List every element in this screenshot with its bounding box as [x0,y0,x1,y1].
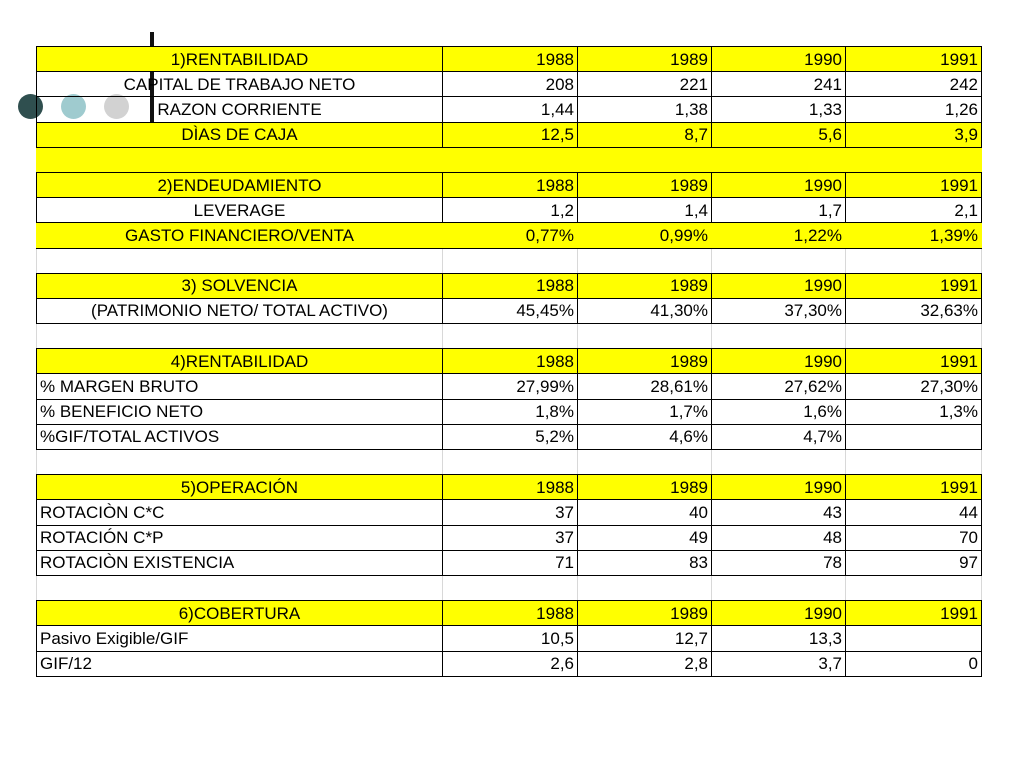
year-header: 1990 [712,349,846,374]
year-header: 1988 [443,47,578,72]
year-header: 1990 [712,47,846,72]
empty-cell [846,147,982,172]
empty-cell [37,324,443,349]
cell-value: 0,77% [443,223,578,248]
cell-value: 2,6 [443,651,578,676]
empty-cell [712,324,846,349]
row-label: DÌAS DE CAJA [37,122,443,147]
section-header-row [37,601,982,626]
year-header: 1990 [712,601,846,626]
row-label: GIF/12 [37,651,443,676]
cell-value: 28,61% [578,374,712,399]
year-header: 1991 [846,273,982,298]
table-row [37,223,982,248]
cell-value: 40 [578,500,712,525]
cell-value: 241 [712,72,846,97]
table-row [37,399,982,424]
financial-ratios-table [36,46,982,677]
row-label: ROTACIÒN EXISTENCIA [37,550,443,575]
empty-cell [712,450,846,475]
cell-value: 37 [443,525,578,550]
cell-value: 1,6% [712,399,846,424]
year-header: 1989 [578,475,712,500]
empty-cell [712,248,846,273]
spacer-row [37,248,982,273]
cell-value: 5,6 [712,122,846,147]
cell-value [846,424,982,449]
year-header: 1990 [712,273,846,298]
year-header: 1989 [578,601,712,626]
section-title: 1)RENTABILIDAD [37,47,443,72]
year-header: 1991 [846,475,982,500]
year-header: 1988 [443,172,578,197]
section-header-row [37,349,982,374]
spacer-row [37,147,982,172]
cell-value: 70 [846,525,982,550]
spacer-row [37,324,982,349]
row-label: %GIF/TOTAL ACTIVOS [37,424,443,449]
cell-value: 83 [578,550,712,575]
empty-cell [712,147,846,172]
year-header: 1989 [578,349,712,374]
cell-value: 32,63% [846,298,982,323]
table-row [37,626,982,651]
cell-value: 37 [443,500,578,525]
section-header-row [37,47,982,72]
row-label: LEVERAGE [37,198,443,223]
cell-value: 12,5 [443,122,578,147]
cell-value: 221 [578,72,712,97]
year-header: 1989 [578,47,712,72]
section-header-row [37,475,982,500]
empty-cell [37,248,443,273]
row-label: % BENEFICIO NETO [37,399,443,424]
empty-cell [846,248,982,273]
cell-value: 1,7 [712,198,846,223]
year-header: 1988 [443,273,578,298]
year-header: 1988 [443,601,578,626]
cell-value: 27,30% [846,374,982,399]
spacer-row [37,575,982,600]
year-header: 1991 [846,172,982,197]
section-title: 2)ENDEUDAMIENTO [37,172,443,197]
cell-value: 1,38 [578,97,712,122]
table-row [37,198,982,223]
empty-cell [443,575,578,600]
cell-value: 10,5 [443,626,578,651]
year-header: 1989 [578,273,712,298]
section-header-row [37,172,982,197]
cell-value: 1,44 [443,97,578,122]
cell-value: 48 [712,525,846,550]
row-label: (PATRIMONIO NETO/ TOTAL ACTIVO) [37,298,443,323]
cell-value: 37,30% [712,298,846,323]
cell-value: 27,99% [443,374,578,399]
cell-value: 3,9 [846,122,982,147]
empty-cell [578,450,712,475]
row-label: CAPITAL DE TRABAJO NETO [37,72,443,97]
table-row [37,298,982,323]
empty-cell [37,575,443,600]
empty-cell [443,324,578,349]
table-row [37,97,982,122]
year-header: 1990 [712,172,846,197]
cell-value: 0 [846,651,982,676]
empty-cell [846,575,982,600]
cell-value: 1,33 [712,97,846,122]
cell-value: 1,39% [846,223,982,248]
cell-value: 12,7 [578,626,712,651]
cell-value [846,626,982,651]
empty-cell [443,248,578,273]
cell-value: 3,7 [712,651,846,676]
year-header: 1990 [712,475,846,500]
empty-cell [712,575,846,600]
cell-value: 43 [712,500,846,525]
table-row [37,122,982,147]
cell-value: 1,26 [846,97,982,122]
section-title: 5)OPERACIÓN [37,475,443,500]
cell-value: 1,2 [443,198,578,223]
empty-cell [578,248,712,273]
empty-cell [578,147,712,172]
cell-value: 4,6% [578,424,712,449]
cell-value: 2,1 [846,198,982,223]
cell-value: 208 [443,72,578,97]
cell-value: 27,62% [712,374,846,399]
row-label: RAZON CORRIENTE [37,97,443,122]
year-header: 1988 [443,475,578,500]
empty-cell [443,450,578,475]
section-title: 4)RENTABILIDAD [37,349,443,374]
spacer-row [37,450,982,475]
cell-value: 242 [846,72,982,97]
year-header: 1991 [846,601,982,626]
section-title: 6)COBERTURA [37,601,443,626]
cell-value: 78 [712,550,846,575]
section-header-row [37,273,982,298]
empty-cell [37,147,443,172]
empty-cell [846,450,982,475]
table-row [37,651,982,676]
section-title: 3) SOLVENCIA [37,273,443,298]
cell-value: 13,3 [712,626,846,651]
cell-value: 0,99% [578,223,712,248]
cell-value: 5,2% [443,424,578,449]
row-label: % MARGEN BRUTO [37,374,443,399]
cell-value: 49 [578,525,712,550]
row-label: Pasivo Exigible/GIF [37,626,443,651]
year-header: 1991 [846,47,982,72]
cell-value: 2,8 [578,651,712,676]
cell-value: 71 [443,550,578,575]
cell-value: 1,3% [846,399,982,424]
empty-cell [846,324,982,349]
row-label: GASTO FINANCIERO/VENTA [37,223,443,248]
year-header: 1989 [578,172,712,197]
cell-value: 1,22% [712,223,846,248]
row-label: ROTACIÓN C*P [37,525,443,550]
empty-cell [37,450,443,475]
row-label: ROTACIÒN C*C [37,500,443,525]
cell-value: 1,7% [578,399,712,424]
cell-value: 1,8% [443,399,578,424]
cell-value: 97 [846,550,982,575]
empty-cell [578,575,712,600]
cell-value: 4,7% [712,424,846,449]
cell-value: 41,30% [578,298,712,323]
table-row [37,550,982,575]
empty-cell [578,324,712,349]
year-header: 1988 [443,349,578,374]
year-header: 1991 [846,349,982,374]
cell-value: 1,4 [578,198,712,223]
cell-value: 44 [846,500,982,525]
empty-cell [443,147,578,172]
table-row [37,72,982,97]
table-row [37,424,982,449]
cell-value: 45,45% [443,298,578,323]
table-row [37,374,982,399]
table-row [37,500,982,525]
cell-value: 8,7 [578,122,712,147]
table-row [37,525,982,550]
